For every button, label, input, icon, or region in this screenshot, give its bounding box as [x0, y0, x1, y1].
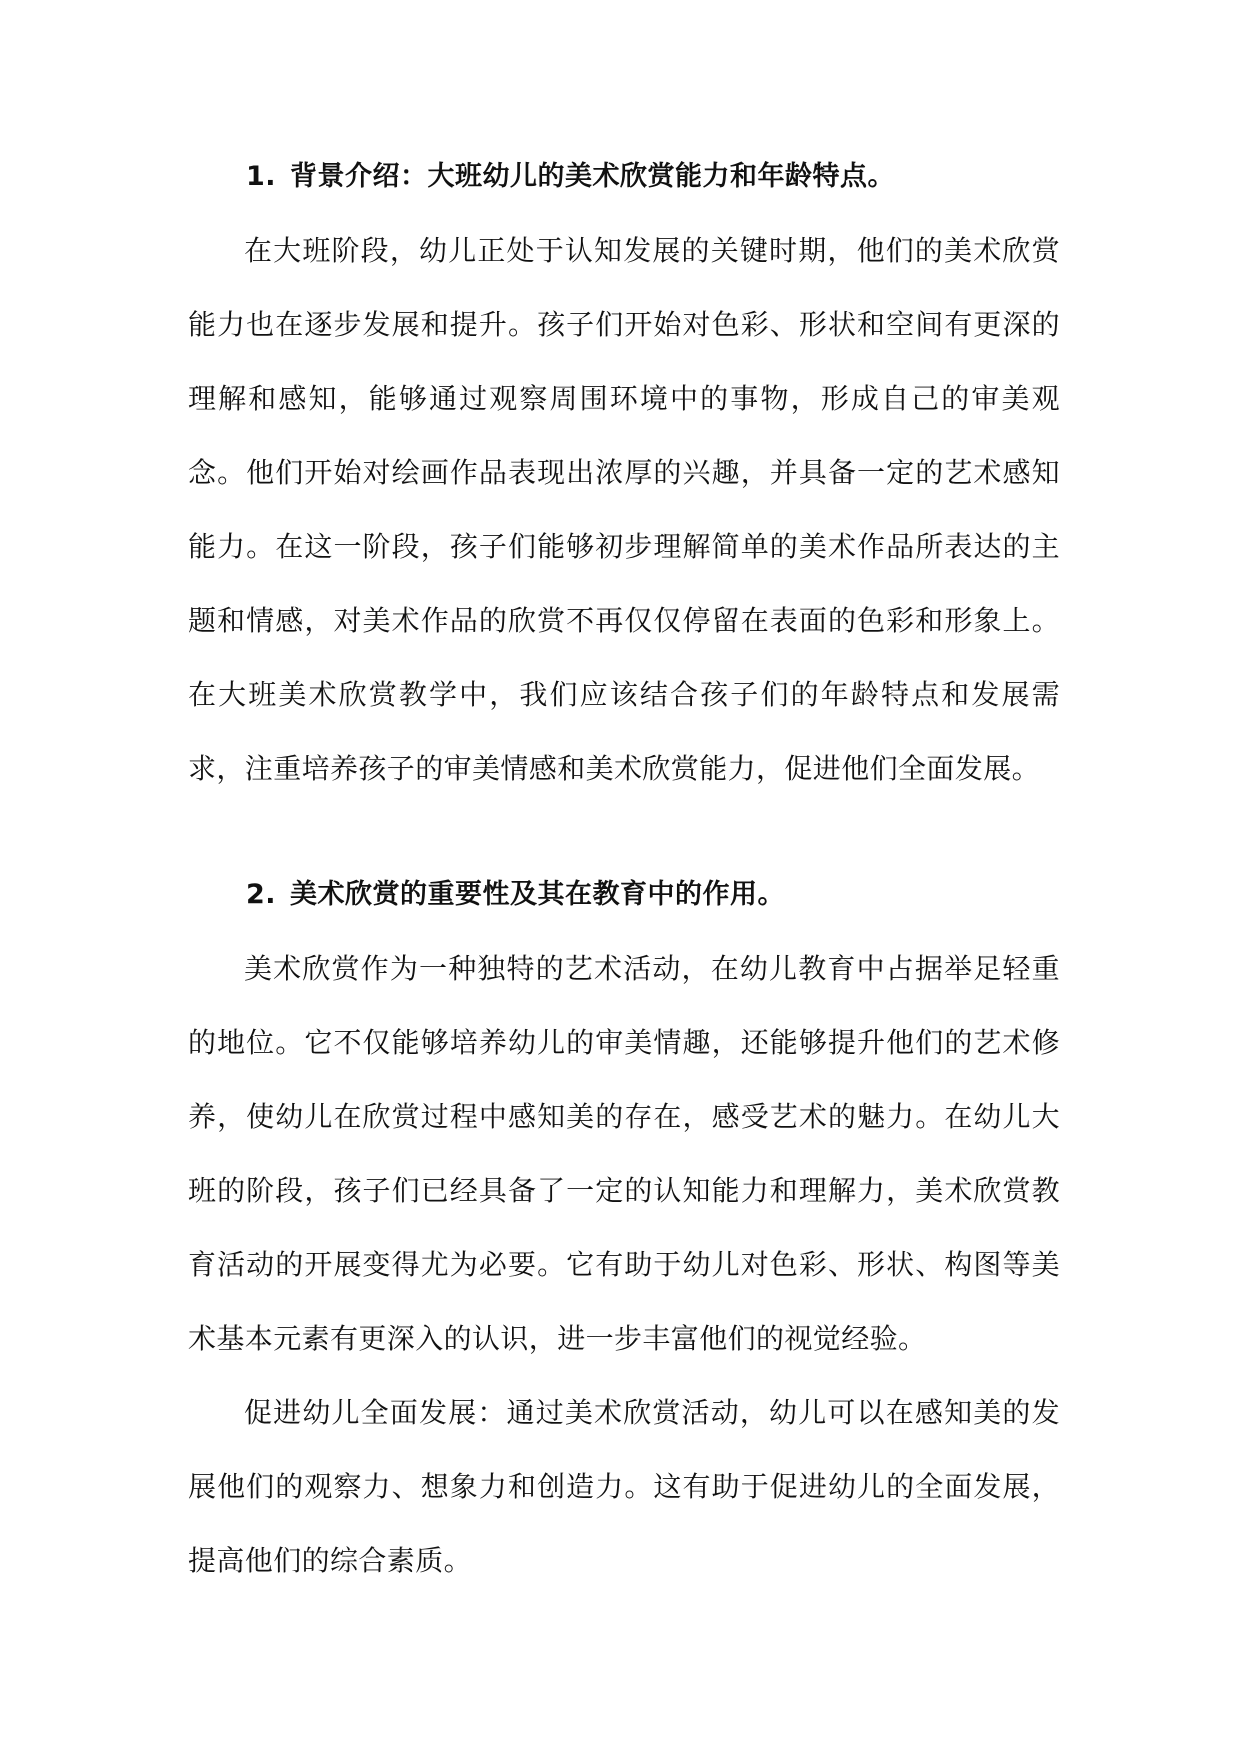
paragraph: 在大班阶段，幼儿正处于认知发展的关键时期，他们的美术欣赏能力也在逐步发展和提升。孩子们开始对色彩、形状和空间有更深的理解和感知，能够通过观察周围环境中的事物，形成自己的审美观念。他们开始对绘画作品表现出浓厚的兴趣，并具备一定的艺术感知能力。在这一阶段，孩子们能够初步理解简单的美术作品所表达的主题和情感，对美术作品的欣赏不再仅仅停留在表面的色彩和形象上。在大班美术欣赏教学中，我们应该结合孩子们的年龄特点和发展需求，注重培养孩子的审美情感和美术欣赏能力，促进他们全面发展。 — [188, 234, 1060, 785]
section-heading-2 — [188, 858, 1060, 932]
section-spacer — [188, 806, 1060, 858]
section-number: 1. — [246, 161, 277, 192]
paragraph: 促进幼儿全面发展：通过美术欣赏活动，幼儿可以在感知美的发展他们的观察力、想象力和创造力。这有助于促进幼儿的全面发展，提高他们的综合素质。 — [188, 1396, 1060, 1577]
section-heading-1 — [188, 140, 1060, 214]
paragraph: 美术欣赏作为一种独特的艺术活动，在幼儿教育中占据举足轻重的地位。它不仅能够培养幼儿的审美情趣，还能够提升他们的艺术修养，使幼儿在欣赏过程中感知美的存在，感受艺术的魅力。在幼儿大班的阶段，孩子们已经具备了一定的认知能力和理解力，美术欣赏教育活动的开展变得尤为必要。它有助于幼儿对色彩、形状、构图等美术基本元素有更深入的认识，进一步丰富他们的视觉经验。 — [188, 952, 1060, 1355]
document-body — [188, 140, 1060, 1598]
section-number: 2. — [246, 879, 277, 910]
section-title: 美术欣赏的重要性及其在教育中的作用。 — [290, 879, 786, 910]
section-title: 背景介绍：大班幼儿的美术欣赏能力和年龄特点。 — [290, 161, 896, 192]
